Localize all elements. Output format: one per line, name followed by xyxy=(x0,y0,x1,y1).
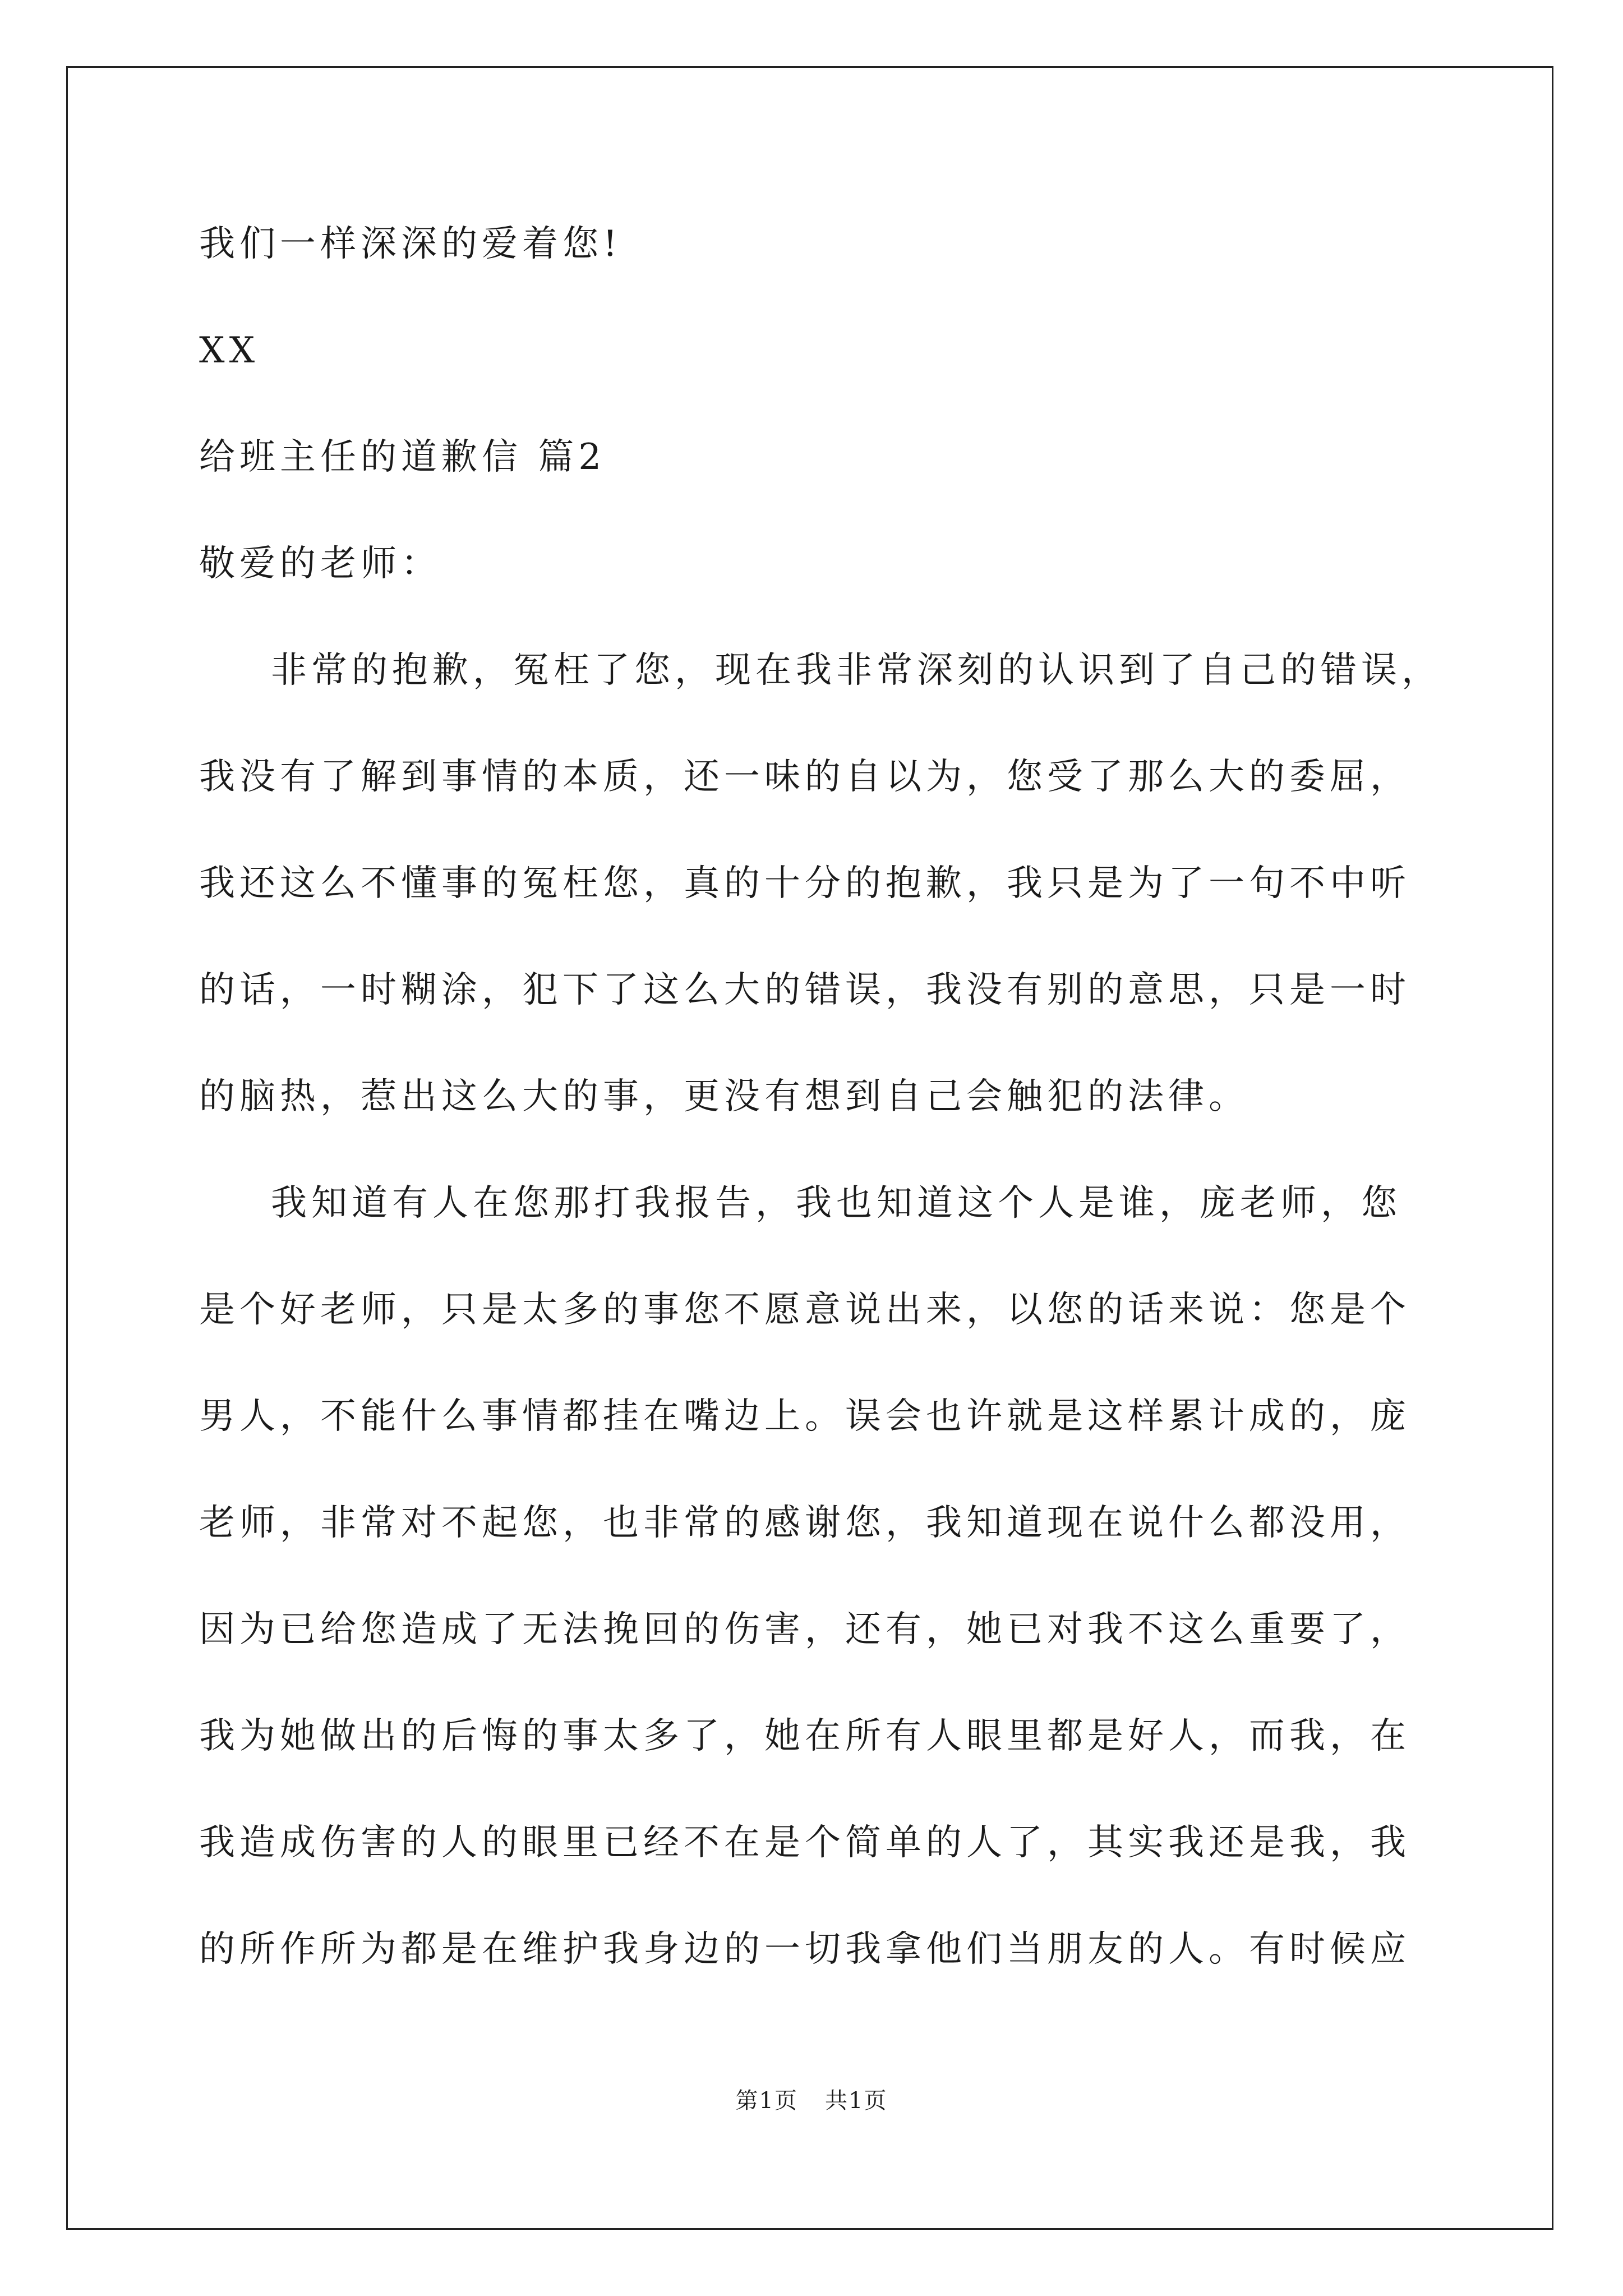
page-total: 共1页 xyxy=(825,2088,888,2114)
paragraph-1-line-5: 的脑热，惹出这么大的事，更没有想到自己会触犯的法律。 xyxy=(199,1076,1249,1117)
paragraph-1-line-4: 的话，一时糊涂，犯下了这么大的错误，我没有别的意思，只是一时 xyxy=(199,969,1410,1011)
paragraph-2-line-4: 老师，非常对不起您，也非常的感谢您，我知道现在说什么都没用， xyxy=(199,1502,1410,1544)
paragraph-2-line-8: 的所作所为都是在维护我身边的一切我拿他们当朋友的人。有时候应 xyxy=(199,1929,1410,1970)
paragraph-2-line-2: 是个好老师，只是太多的事您不愿意说出来，以您的话来说：您是个 xyxy=(199,1289,1410,1331)
paragraph-1-line-2: 我没有了解到事情的本质，还一味的自以为，您受了那么大的委屈， xyxy=(199,756,1410,798)
salutation: 敬爱的老师： xyxy=(199,543,441,585)
paragraph-2-line-7: 我造成伤害的人的眼里已经不在是个简单的人了，其实我还是我，我 xyxy=(199,1822,1410,1864)
section-title: 给班主任的道歉信 篇2 xyxy=(199,436,606,478)
paragraph-2-line-1: 我知道有人在您那打我报告，我也知道这个人是谁，庞老师，您 xyxy=(271,1182,1401,1224)
paragraph-2-line-3: 男人，不能什么事情都挂在嘴边上。误会也许就是这样累计成的，庞 xyxy=(199,1396,1410,1437)
paragraph-2-line-6: 我为她做出的后悔的事太多了，她在所有人眼里都是好人，而我，在 xyxy=(199,1715,1410,1757)
paragraph-1-line-1: 非常的抱歉，冤枉了您，现在我非常深刻的认识到了自己的错误， xyxy=(271,650,1442,691)
paragraph-2-line-5: 因为已给您造成了无法挽回的伤害，还有，她已对我不这么重要了， xyxy=(199,1609,1410,1650)
paragraph-1-line-3: 我还这么不懂事的冤枉您，真的十分的抱歉，我只是为了一句不中听 xyxy=(199,863,1410,904)
page-footer xyxy=(0,2087,1623,2115)
page-number: 第1页 xyxy=(735,2088,798,2114)
closing-line: 我们一样深深的爱着您! xyxy=(199,223,622,265)
page-border xyxy=(66,66,1553,2230)
signature-line: XX xyxy=(199,330,260,371)
